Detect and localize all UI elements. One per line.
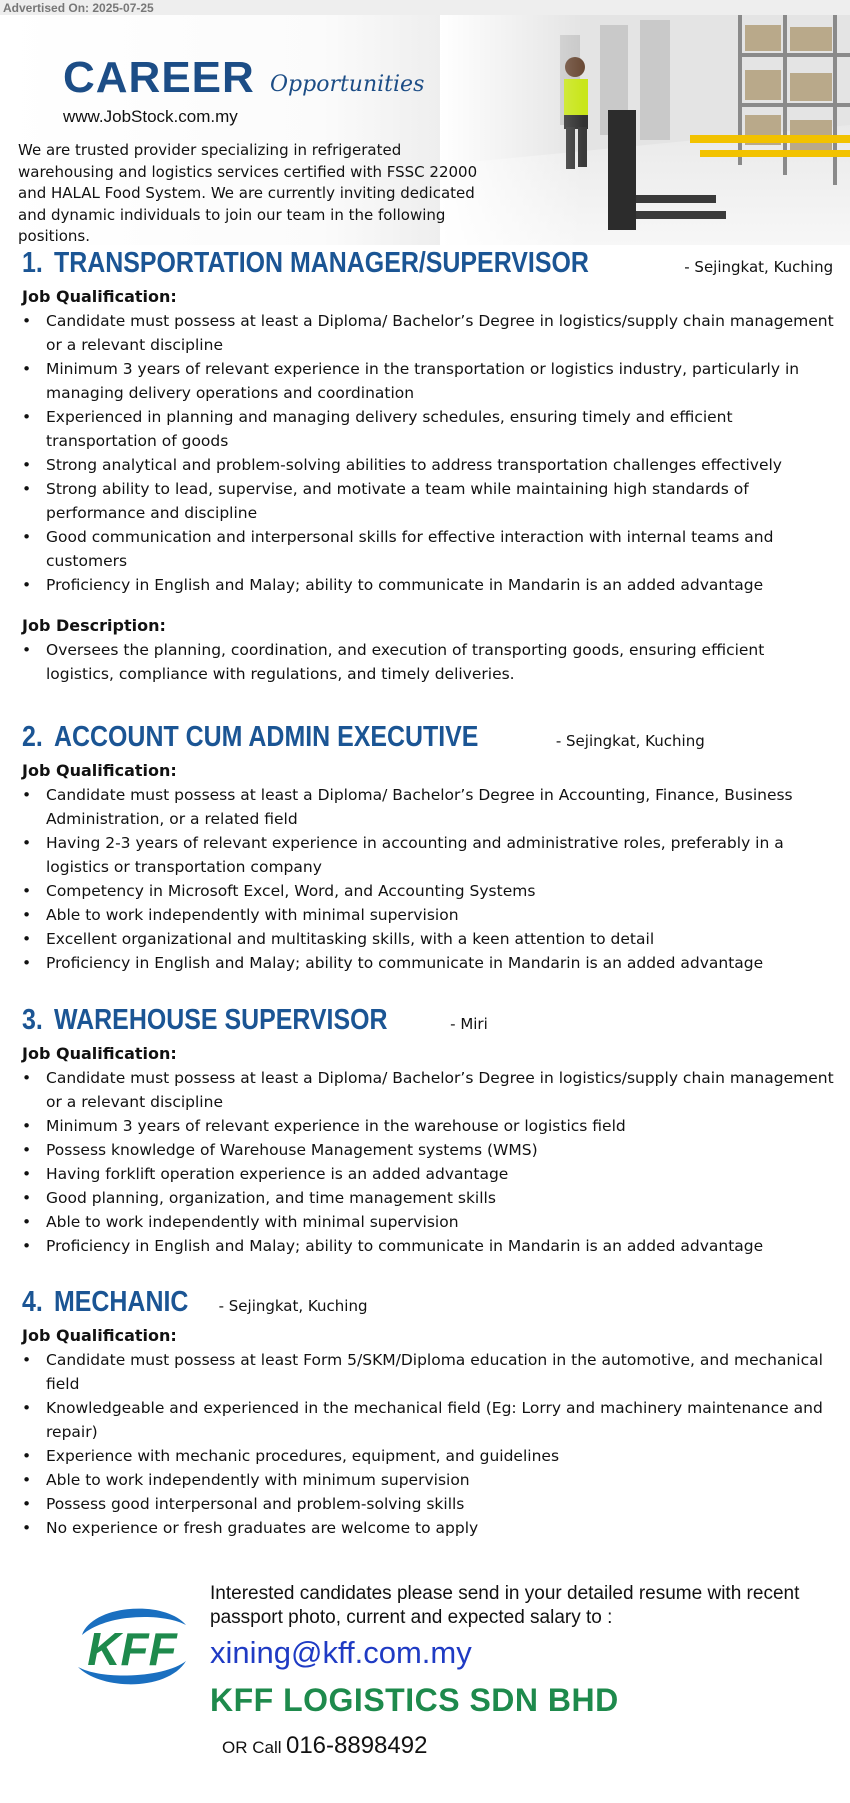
job-section: [22, 1284, 837, 1540]
qualification-item: • Knowledgeable and experienced in the mechanical field (Eg: Lorry and machinery maintenance and repair): [22, 1396, 837, 1444]
qualification-item: • Possess good interpersonal and problem-solving skills: [22, 1492, 837, 1516]
description-label: Job Description:: [22, 616, 166, 635]
qualification-item: • Having 2-3 years of relevant experience in accounting and administrative roles, preferably in a logistics or transportation company: [22, 831, 837, 879]
qualification-item: • Competency in Microsoft Excel, Word, and Accounting Systems: [22, 879, 837, 903]
qualification-label: Job Qualification:: [22, 761, 177, 780]
qualification-list: [22, 1066, 837, 1258]
qualification-item: • Good planning, organization, and time management skills: [22, 1186, 837, 1210]
qualification-item: • Minimum 3 years of relevant experience in the warehouse or logistics field: [22, 1114, 837, 1138]
qualification-item: • Proficiency in English and Malay; ability to communicate in Mandarin is an added advantage: [22, 1234, 837, 1258]
qualification-item: • Proficiency in English and Malay; ability to communicate in Mandarin is an added advantage: [22, 573, 837, 597]
qualification-item: • Able to work independently with minimum supervision: [22, 1468, 837, 1492]
qualification-item: • Experience with mechanic procedures, equipment, and guidelines: [22, 1444, 837, 1468]
qualification-item: • Minimum 3 years of relevant experience in the transportation or logistics industry, particularly in managing delivery operations and coordination: [22, 357, 837, 405]
website-link[interactable]: www.JobStock.com.my: [63, 107, 238, 126]
qualification-label: Job Qualification:: [22, 287, 177, 306]
career-heading: CAREER: [63, 53, 255, 102]
qualification-item: • Strong ability to lead, supervise, and motivate a team while maintaining high standards of performance and discipline: [22, 477, 837, 525]
job-name: MECHANIC: [54, 1286, 189, 1318]
qualification-item: • Candidate must possess at least a Diploma/ Bachelor’s Degree in Accounting, Finance, Business Administration, or a related field: [22, 783, 837, 831]
job-name: ACCOUNT CUM ADMIN EXECUTIVE: [54, 721, 479, 753]
advert-date-bar: [0, 0, 850, 15]
job-number: 2.: [22, 721, 43, 753]
job-location: - Sejingkat, Kuching: [684, 258, 834, 276]
advert-date: Advertised On: 2025-07-25: [3, 1, 154, 15]
job-name: WAREHOUSE SUPERVISOR: [54, 1004, 388, 1036]
qualification-item: • Proficiency in English and Malay; ability to communicate in Mandarin is an added advantage: [22, 951, 837, 975]
qualification-item: • Candidate must possess at least a Diploma/ Bachelor’s Degree in logistics/supply chain management or a relevant discipline: [22, 309, 837, 357]
job-section: [22, 1002, 837, 1258]
qualification-item: • Candidate must possess at least Form 5/SKM/Diploma education in the automotive, and mechanical field: [22, 1348, 837, 1396]
job-section: [22, 245, 837, 686]
header-banner: [0, 15, 850, 245]
qualification-item: • Able to work independently with minimal supervision: [22, 1210, 837, 1234]
qualification-label: Job Qualification:: [22, 1326, 177, 1345]
job-title: [22, 1284, 837, 1324]
job-number: 3.: [22, 1004, 43, 1036]
company-name: KFF LOGISTICS SDN BHD: [210, 1682, 619, 1718]
qualification-list: [22, 783, 837, 975]
job-location: - Sejingkat, Kuching: [218, 1297, 368, 1315]
job-name: TRANSPORTATION MANAGER/SUPERVISOR: [54, 247, 590, 279]
qualification-item: • Having forklift operation experience is an added advantage: [22, 1162, 837, 1186]
description-item: • Oversees the planning, coordination, and execution of transporting goods, ensuring efficient logistics, compliance with regulations, and timely deliveries.: [22, 638, 837, 686]
kff-logo-icon: [68, 1595, 196, 1695]
call-line: [222, 1732, 427, 1760]
job-title: [22, 245, 837, 285]
job-title: [22, 719, 837, 759]
qualification-item: • Possess knowledge of Warehouse Management systems (WMS): [22, 1138, 837, 1162]
job-number: 4.: [22, 1286, 43, 1318]
call-prefix: OR Call: [222, 1738, 282, 1757]
qualification-item: • Candidate must possess at least a Diploma/ Bachelor’s Degree in logistics/supply chain management or a relevant discipline: [22, 1066, 837, 1114]
job-location: - Miri: [450, 1015, 488, 1033]
contact-footer: [0, 1570, 850, 1803]
qualification-list: [22, 309, 837, 597]
description-list: [22, 638, 837, 686]
qualification-item: • Experienced in planning and managing delivery schedules, ensuring timely and efficient transportation of goods: [22, 405, 837, 453]
opportunities-script: Opportunities: [270, 72, 425, 97]
logo-text: KFF: [87, 1623, 177, 1675]
apply-instructions: Interested candidates please send in your detailed resume with recent passport photo, current and expected salary to :: [210, 1583, 800, 1628]
qualification-list: [22, 1348, 837, 1540]
qualification-item: • Excellent organizational and multitasking skills, with a keen attention to detail: [22, 927, 837, 951]
company-intro: We are trusted provider specializing in refrigerated warehousing and logistics services certified with FSSC 22000 and HALAL Food System. We are currently inviting dedicated and dynamic individuals to join our team in the following positions.: [18, 141, 478, 245]
job-number: 1.: [22, 247, 43, 279]
warehouse-illustration: [440, 15, 850, 245]
qualification-label: Job Qualification:: [22, 1044, 177, 1063]
contact-phone[interactable]: 016-8898492: [285, 1732, 428, 1759]
qualification-item: • Good communication and interpersonal skills for effective interaction with internal teams and customers: [22, 525, 837, 573]
qualification-item: • Able to work independently with minimal supervision: [22, 903, 837, 927]
contact-email[interactable]: xining@kff.com.my: [210, 1635, 472, 1670]
job-location: - Sejingkat, Kuching: [555, 732, 705, 750]
job-title: [22, 1002, 837, 1042]
qualification-item: • No experience or fresh graduates are welcome to apply: [22, 1516, 837, 1540]
job-section: [22, 719, 837, 975]
qualification-item: • Strong analytical and problem-solving abilities to address transportation challenges effectively: [22, 453, 837, 477]
